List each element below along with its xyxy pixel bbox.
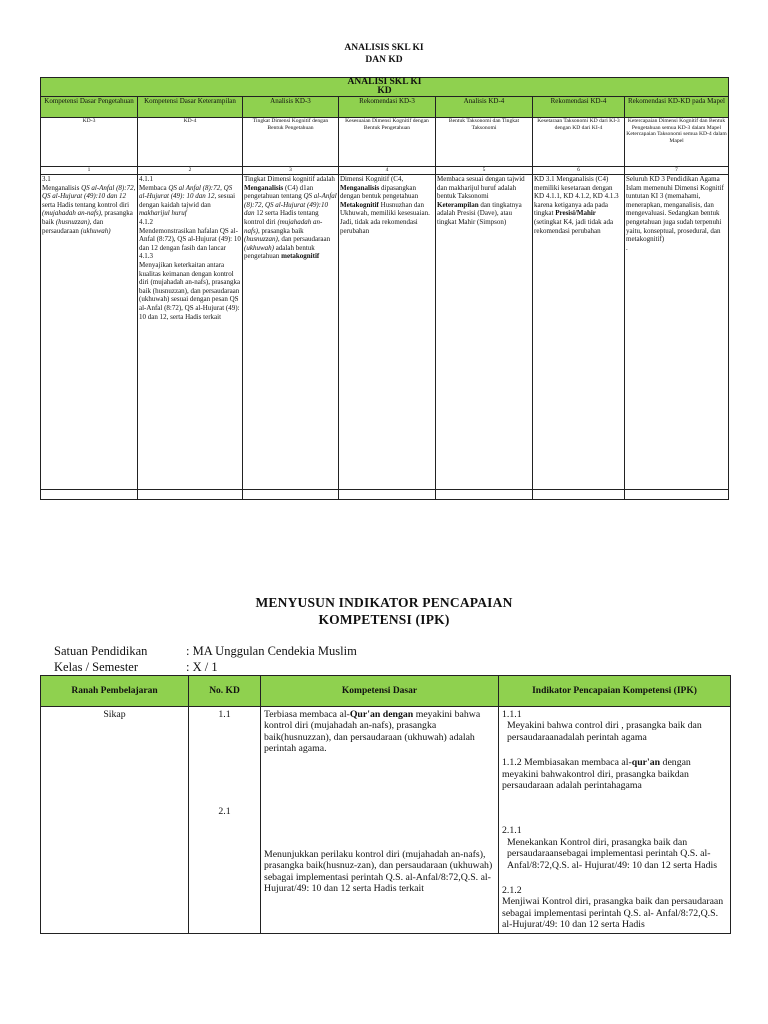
- table-row: [41, 707, 731, 934]
- column-subheader: Ketercapaian Dimensi Kognitif dan Bentuk Pengetahuan semua KD-3 dalam Mapel Ketercapaian Taksonomi semua KD-4 dalam Mapel: [625, 118, 729, 167]
- ranah-cell: Sikap: [41, 707, 189, 934]
- column-subheader: KD-4: [138, 118, 243, 167]
- analysis-kd4-cell: Membaca sesuai dengan tajwid dan makharijul huruf adalah bentuk Taksonomi Keterampilan dan tingkatnya adalah Presisi (Dave), atau tingkat Mahir (Simpson): [436, 175, 533, 490]
- column-number: 1: [41, 167, 138, 175]
- column-header: Analisis KD-4: [436, 97, 533, 118]
- recommendation-kd4-cell: KD 3.1 Menganalisis (C4) memiliki kesetaraan dengan KD 4.1.1, KD 4.1.2, KD 4.1.3 karena ketiganya ada pada tingkat Presisi/Mahir (setingkat K4, jadi tidak ada rekomendasi perubahan: [533, 175, 625, 490]
- column-number: 3: [243, 167, 339, 175]
- column-header: Analisis KD-3: [243, 97, 339, 118]
- column-header: Rekomendasi KD-4: [533, 97, 625, 118]
- column-header: Kompetensi Dasar Keterampilan: [138, 97, 243, 118]
- kd4-cell: 4.1.1 Membaca QS al Anfal (8):72, QS al-Hujurat (49): 10 dan 12, sesuai dengan kaidah tajwid dan makharijul huruf 4.1.2 Mendemonstrasikan hafalan QS al-Anfal (8:72), QS al-Hujurat (49): 10 dan 12 dengan fasih dan lancar 4.1.3 Menyajikan keterkaitan antara kualitas keimanan dengan kontrol diri (mujahadah an-nafs), prasangka baik (husnuzzan), dan persaudaraan (ukhuwah) sesuai dengan pesan QS al-Anfal (8:72), QS al-Hujurat (49): 10 dan 12, serta Hadis terkait: [138, 175, 243, 490]
- kd-number-cell: 1.1 2.1: [189, 707, 261, 934]
- analysis-banner: ANALISI SKL KI KD: [41, 78, 729, 97]
- recommendation-mapel-cell: Seluruh KD 3 Pendidikan Agama Islam memenuhi Dimensi Kognitif tuntutan KI 3 (memahami, menerapkan, menganalisis, dan mengevaluasi. Sedangkan bentuk pengetahuan juga sudah terpenuhi yaitu, konseptual, prosedural, dan metakognitif) .: [625, 175, 729, 490]
- kd-text-cell: Terbiasa membaca al-Qur'an dengan meyakini bahwa kontrol diri (mujahadah an-nafs), prasangka baik(husnuzzan), dan persaudaraan (ukhuwah) adalah perintah agama. Menunjukkan perilaku kontrol diri (mujahadah an-nafs), prasangka baik(husnuz-zan), dan persaudaraan (ukhuwah) sebagai implementasi perintah Q.S. al-Anfal/8:72,Q.S. al-Hujurat/49: 10 dan 12 serta Hadis terkait: [261, 707, 499, 934]
- analysis-kd3-cell: Tingkat Dimensi kognitif adalah Menganalisis (C4) d1an pengetahuan tentang QS al-Anfal (8):72, QS al-Hujurat (49):10 dan 12 serta Hadis tentang kontrol diri (mujahadah an-nafs), prasangka baik (husnuzzan), dan persaudaraan (ukhuwah) adalah bentuk pengetahuan metakognitif: [243, 175, 339, 490]
- column-header: Kompetensi Dasar Pengetahuan: [41, 97, 138, 118]
- column-subheader: Kesetaraan Taksonomi KD dari KI-3 dengan KD dari KI-4: [533, 118, 625, 167]
- column-subheader: Tingkat Dimensi Kognitif dengan Bentuk Pengetahuan: [243, 118, 339, 167]
- column-subheader: Kesesuaian Dimensi Kognitif dengan Bentuk Pengetahuan: [339, 118, 436, 167]
- column-number: 6: [533, 167, 625, 175]
- ipk-cell: 1.1.1 Meyakini bahwa control diri , prasangka baik dan persaudaraanadalah perintah agama 1.1.2 Membiasakan membaca al-qur'an dengan meyakini bahwakontrol diri, prasangka baikdan persaudaraan adalah perintahagama 2.1.1 Menekankan Kontrol diri, prasangka baik dan persaudaraansebagai implementasi perintah Q.S. al-Anfal/8:72,Q.S. al- Hujurat/49: 10 dan 12 serta Hadis 2.1.2 Menjiwai Kontrol diri, prasangka baik dan persaudaraan sebagai implementasi perintah Q.S. al- Anfal/8:72,Q.S. al-Hujurat/49: 10 dan 12 serta Hadis: [499, 707, 731, 934]
- analysis-table: [40, 77, 729, 500]
- meta-class: Kelas / Semester : X / 1: [54, 660, 218, 674]
- meta-school: Satuan Pendidikan : MA Unggulan Cendekia Muslim: [54, 644, 357, 658]
- column-header: Rekomendasi KD-3: [339, 97, 436, 118]
- column-subheader: KD-3: [41, 118, 138, 167]
- column-header: Indikator Pencapaian Kompetensi (IPK): [499, 676, 731, 707]
- column-header: Ranah Pembelajaran: [41, 676, 189, 707]
- column-number: 5: [436, 167, 533, 175]
- recommendation-kd3-cell: Dimensi Kognitif (C4, Menganalisis dipasangkan dengan bentuk pengetahuan Metakognitif Husnuzhan dan Ukhuwah, memiliki kesesuaian. Jadi, tidak ada rekomendasi perubahan: [339, 175, 436, 490]
- analysis-title: ANALISIS SKL KI DAN KD: [344, 43, 424, 65]
- column-header: No. KD: [189, 676, 261, 707]
- ipk-table: [40, 675, 731, 934]
- column-number: 4: [339, 167, 436, 175]
- column-number: 7: [625, 167, 729, 175]
- column-header: Kompetensi Dasar: [261, 676, 499, 707]
- column-number: 2: [138, 167, 243, 175]
- ipk-title: MENYUSUN INDIKATOR PENCAPAIAN KOMPETENSI (IPK): [255, 595, 513, 627]
- kd3-cell: 3.1 Menganalisis QS al-Anfal (8):72, QS al-Hujurat (49):10 dan 12 serta Hadis tentang kontrol diri (mujahadah an-nafs), prasangka baik (husnuzzan), dan persaudaraan (ukhuwah): [41, 175, 138, 490]
- column-header: Rekomendasi KD-KD pada Mapel: [625, 97, 729, 118]
- column-subheader: Bentuk Taksonomi dan Tingkat Taksonomi: [436, 118, 533, 167]
